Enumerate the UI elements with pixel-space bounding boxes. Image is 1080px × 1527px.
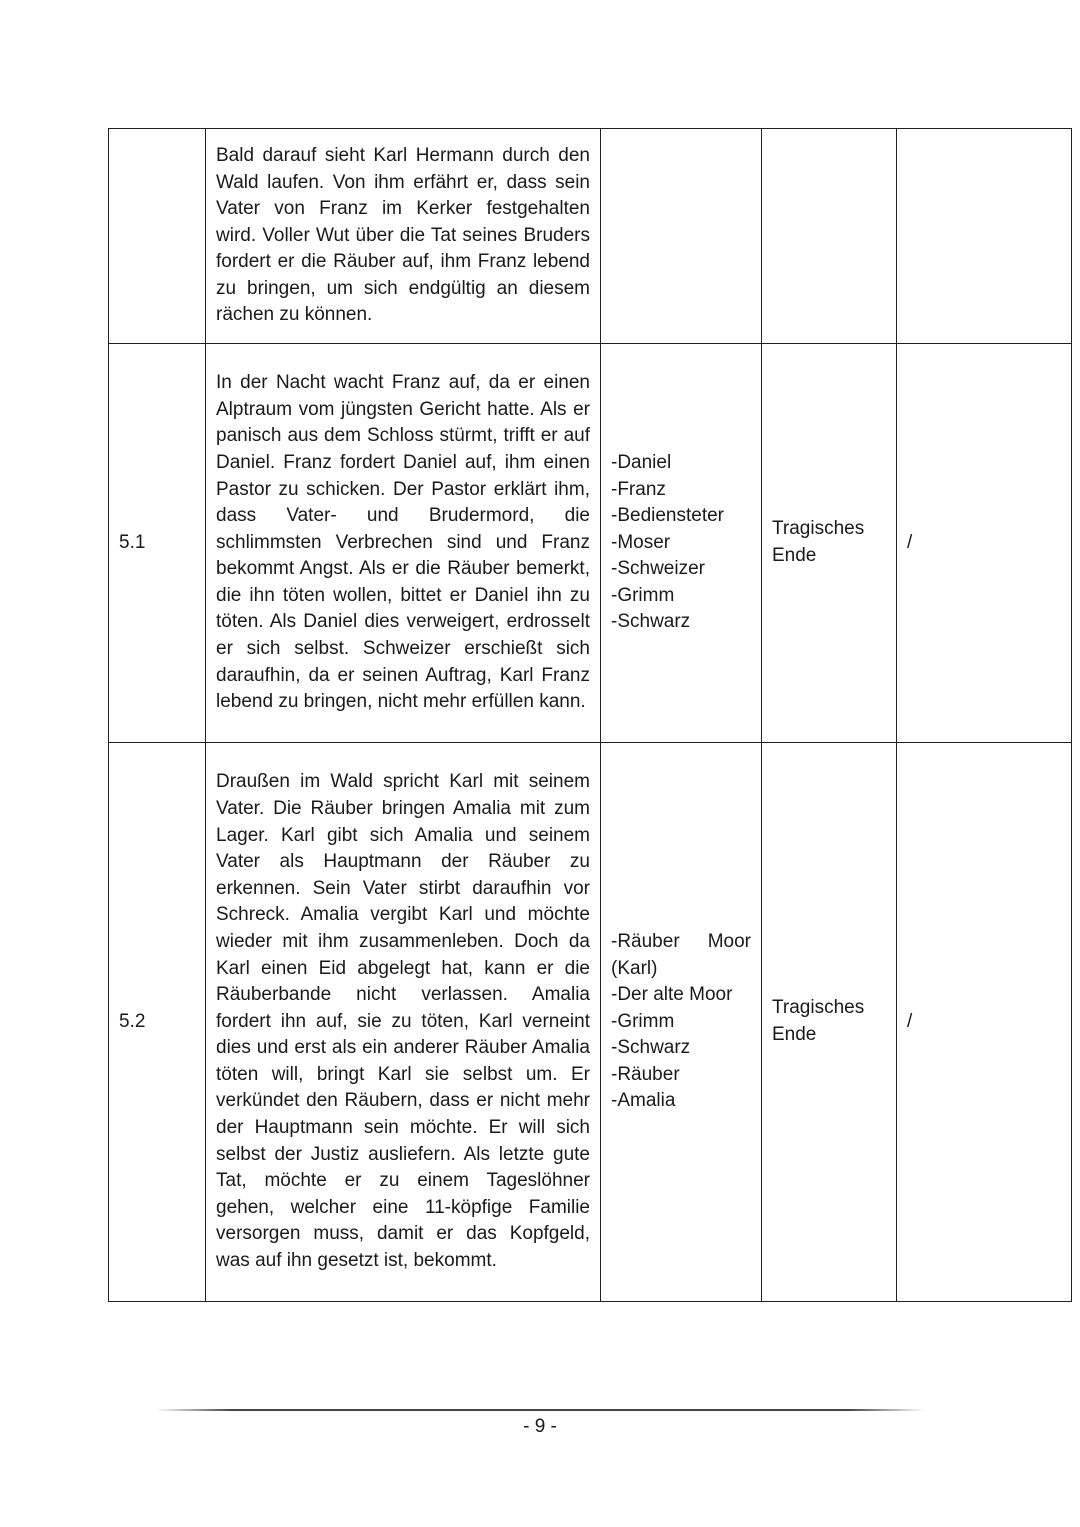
page-number: - 9 - [523, 1416, 557, 1437]
footer-divider [155, 1409, 925, 1411]
form-cell: Tragisches Ende [762, 743, 897, 1302]
characters-cell [601, 344, 762, 743]
character-item: -Grimm [611, 1010, 675, 1032]
extra-cell: / [897, 743, 1072, 1302]
character-item: -Bediensteter [611, 505, 725, 527]
scene-content-cell: Draußen im Wald spricht Karl mit seinem Vater. Die Räuber bringen Amalia mit zum Lager. Karl gibt sich Amalia und seinem Vater als Hauptmann der Räuber zu erkennen. Sein Vater stirbt daraufhin vor Schreck. Amalia vergibt Karl und möchte wieder mit ihm zusammenleben. Doch da Karl einen Eid abgelegt hat, kann er die Räuberbande nicht verlassen. Amalia fordert ihn auf, sie zu töten, Karl verneint dies und erst als ein anderer Räuber Amalia töten will, bringt Karl sie selbst um. Er verkündet den Räubern, dass er nicht mehr der Hauptmann sein möchte. Er will sich selbst der Justiz ausliefern. Als letzte gute Tat, möchte er zu einem Tageslöhner gehen, welcher eine 11-köpfige Familie versorgen muss, damit er das Kopfgeld, was auf ihn gesetzt ist, bekommt. [206, 743, 601, 1302]
character-item: -Moser [611, 531, 671, 553]
character-item: -Schweizer [611, 558, 705, 580]
scene-number-cell [109, 129, 206, 344]
characters-cell [601, 129, 762, 344]
character-item: -Schwarz [611, 1037, 691, 1059]
table-row [109, 743, 1072, 1302]
form-cell: Tragisches Ende [762, 344, 897, 743]
character-item: -Räuber [611, 1063, 680, 1085]
character-item: -Der alte Moor [611, 984, 733, 1006]
character-item: -Amalia [611, 1090, 676, 1112]
scene-number-cell: 5.1 [109, 344, 206, 743]
scene-content-cell: In der Nacht wacht Franz auf, da er einen Alptraum vom jüngsten Gericht hatte. Als er panisch aus dem Schloss stürmt, trifft er auf Daniel. Franz fordert Daniel auf, ihm einen Pastor zu schicken. Der Pastor erklärt ihm, dass Vater- und Brudermord, die schlimmsten Verbrechen sind und Franz bekommt Angst. Als er die Räuber bemerkt, die ihn töten wollen, bittet er Daniel ihn zu töten. Als Daniel dies verweigert, erdrosselt er sich selbst. Schweizer erschießt sich daraufhin, da er seinen Auftrag, Karl Franz lebend zu bringen, nicht mehr erfüllen kann. [206, 344, 601, 743]
scene-content-cell: Bald darauf sieht Karl Hermann durch den Wald laufen. Von ihm erfährt er, dass sein Vater von Franz im Kerker festgehalten wird. Voller Wut über die Tat seines Bruders fordert er die Räuber auf, ihm Franz lebend zu bringen, um sich endgültig an diesem rächen zu können. [206, 129, 601, 344]
character-item: -Schwarz [611, 611, 691, 633]
character-item: -Grimm [611, 584, 675, 606]
extra-cell [897, 129, 1072, 344]
scene-number-cell: 5.2 [109, 743, 206, 1302]
character-item: -Franz [611, 478, 666, 500]
table-row [109, 129, 1072, 344]
character-item: -Räuber Moor (Karl) [611, 930, 751, 979]
extra-cell: / [897, 344, 1072, 743]
form-cell [762, 129, 897, 344]
scene-table [108, 128, 1072, 1302]
characters-cell [601, 743, 762, 1302]
table-row [109, 344, 1072, 743]
character-item: -Daniel [611, 451, 672, 473]
